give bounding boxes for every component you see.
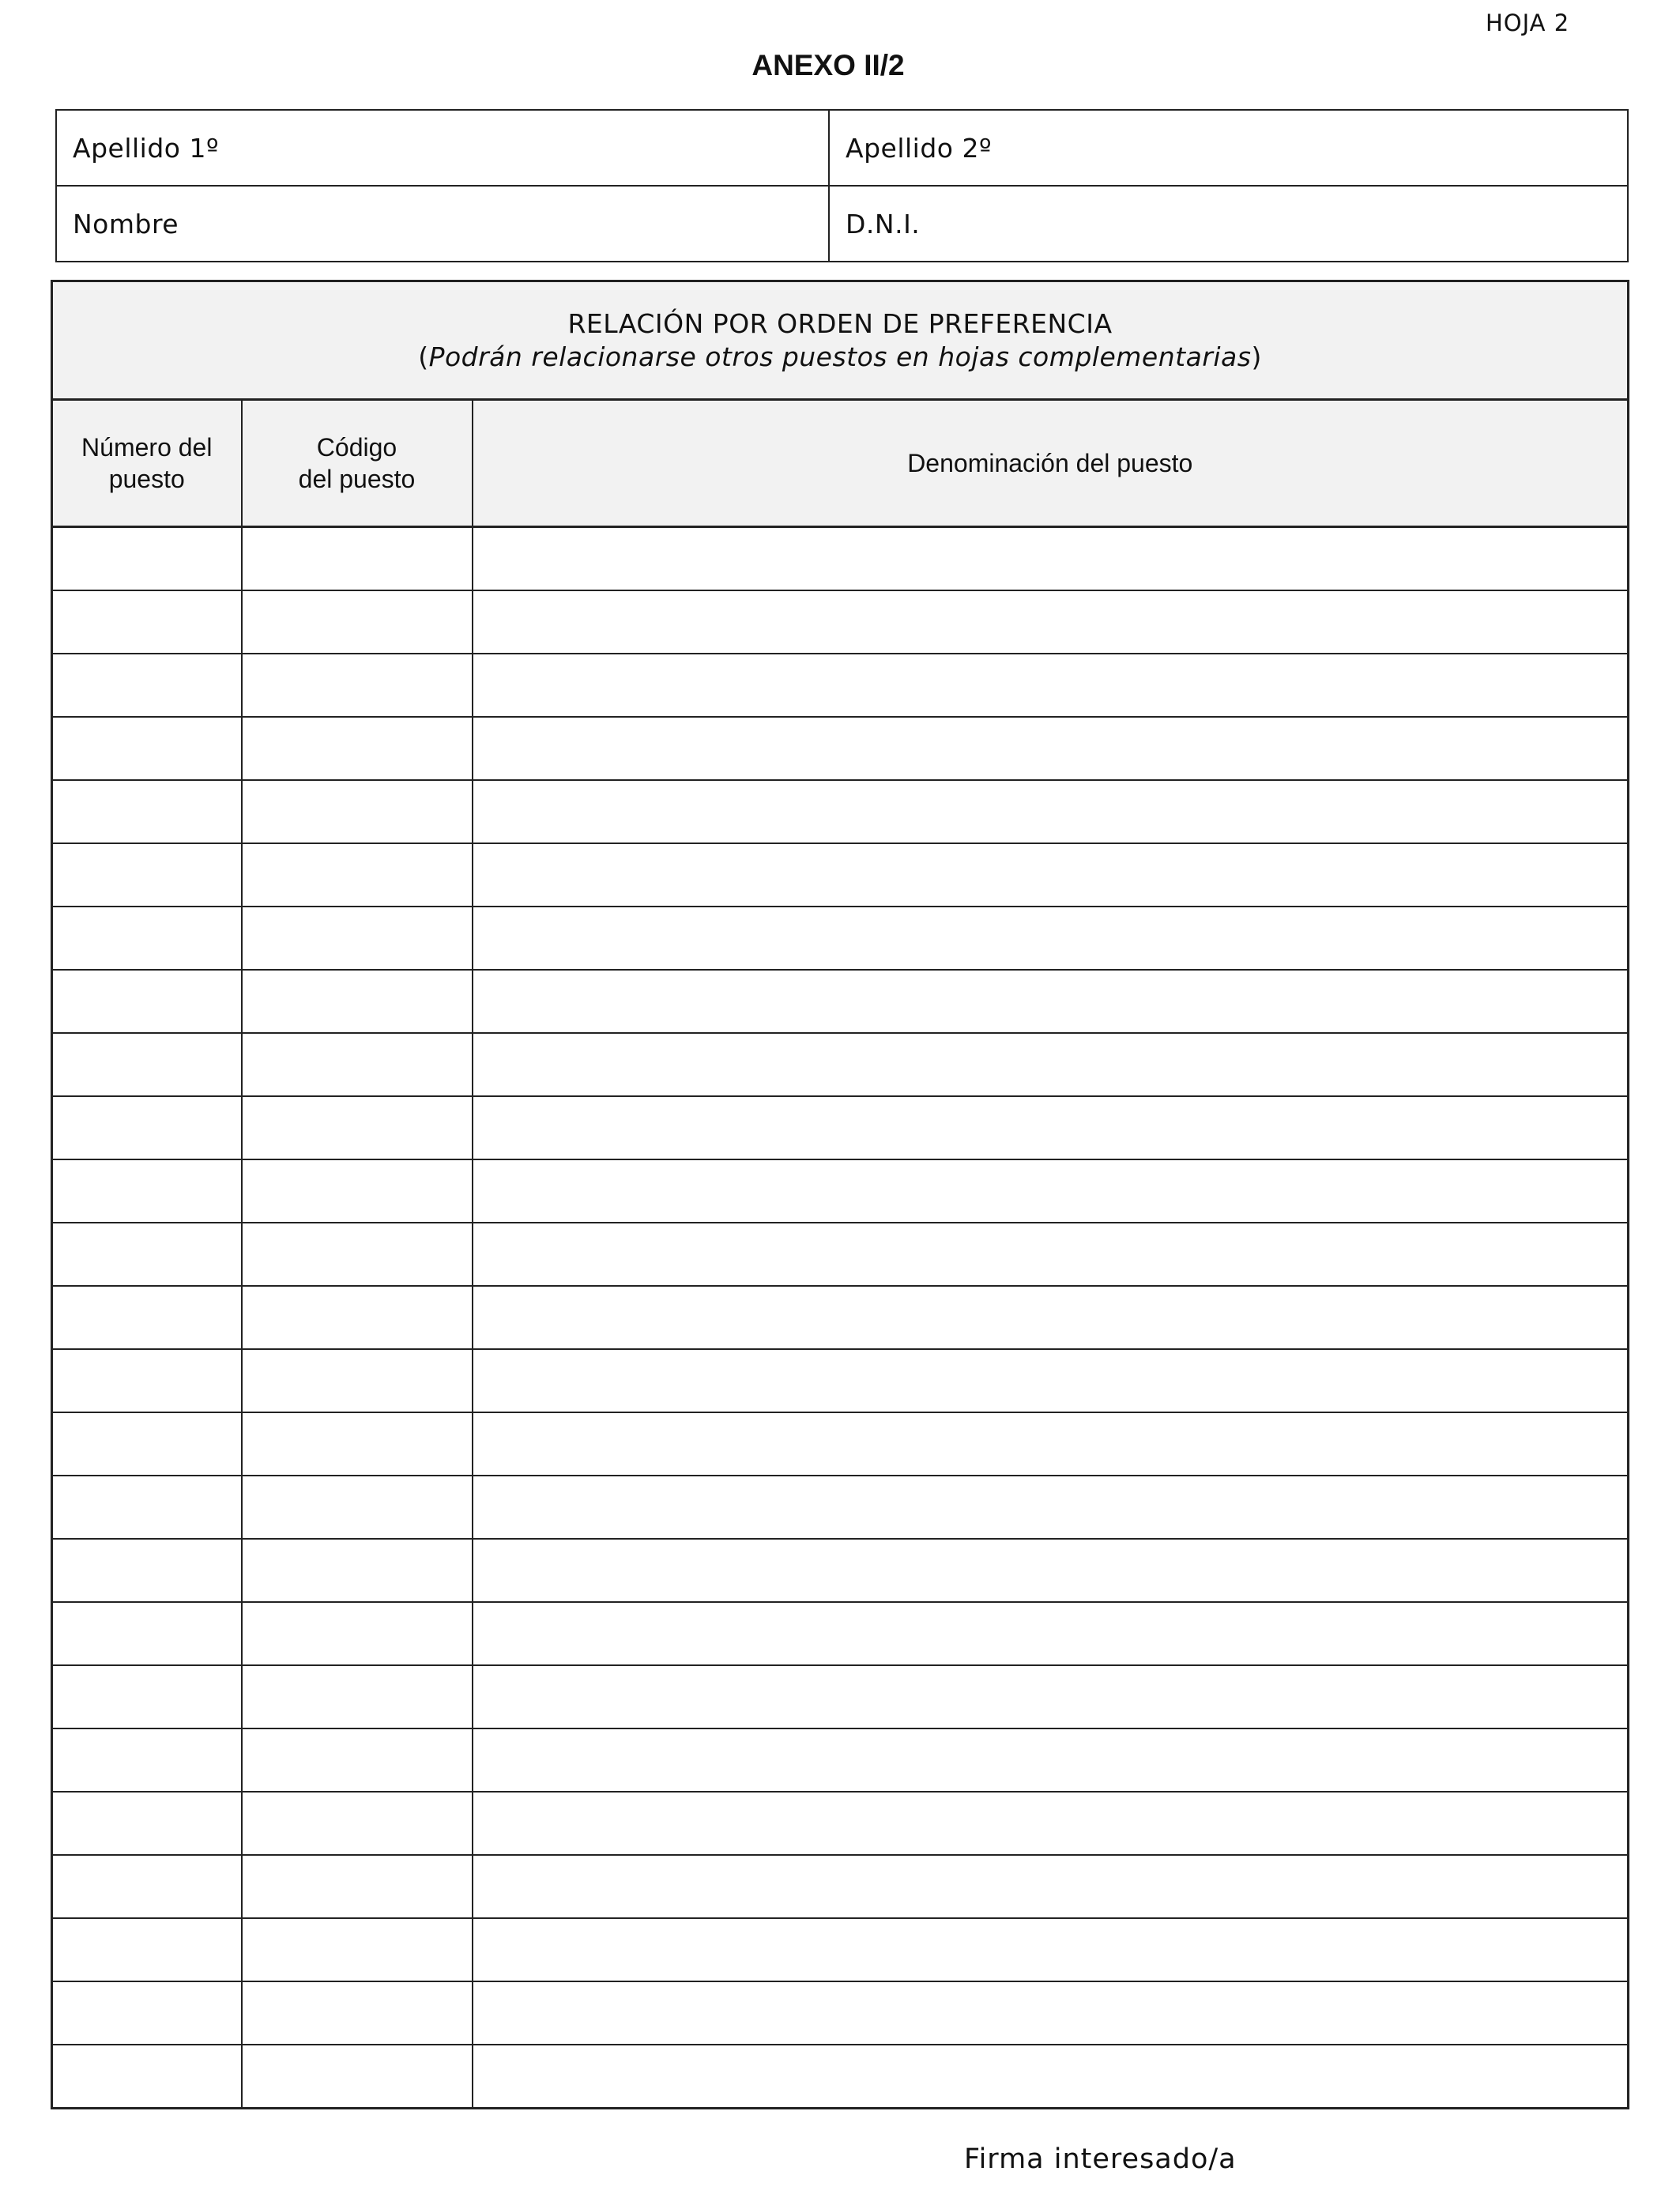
table-row	[52, 1665, 1629, 1728]
table-row	[52, 1792, 1629, 1855]
position-code-cell[interactable]	[242, 1349, 473, 1412]
preference-table	[51, 280, 1629, 2109]
position-number-cell[interactable]	[52, 1602, 242, 1665]
table-row	[52, 1918, 1629, 1981]
table-row	[52, 780, 1629, 843]
position-code-cell[interactable]	[242, 654, 473, 717]
preference-header	[52, 281, 1629, 400]
position-code-cell[interactable]	[242, 1412, 473, 1476]
position-number-cell[interactable]	[52, 1792, 242, 1855]
column-header-code-line2: del puesto	[298, 465, 416, 493]
position-name-cell[interactable]	[473, 1286, 1629, 1349]
position-number-cell[interactable]	[52, 1412, 242, 1476]
table-row	[52, 527, 1629, 591]
position-number-cell[interactable]	[52, 1349, 242, 1412]
position-code-cell[interactable]	[242, 717, 473, 780]
position-code-cell[interactable]	[242, 2045, 473, 2109]
note-close-paren: )	[1251, 341, 1262, 372]
document-title: ANEXO II/2	[751, 49, 905, 81]
position-name-cell[interactable]	[473, 654, 1629, 717]
position-name-cell[interactable]	[473, 1159, 1629, 1223]
position-name-cell[interactable]	[473, 843, 1629, 907]
table-row	[52, 1286, 1629, 1349]
position-name-cell[interactable]	[473, 527, 1629, 591]
position-number-cell[interactable]	[52, 654, 242, 717]
position-code-cell[interactable]	[242, 590, 473, 654]
position-number-cell[interactable]	[52, 1855, 242, 1918]
position-name-cell[interactable]	[473, 1539, 1629, 1602]
table-row	[52, 1033, 1629, 1096]
position-code-cell[interactable]	[242, 1981, 473, 2045]
table-row	[52, 2045, 1629, 2109]
position-number-cell[interactable]	[52, 970, 242, 1033]
note-open-paren: (	[418, 341, 429, 372]
position-code-cell[interactable]	[242, 1792, 473, 1855]
position-name-cell[interactable]	[473, 1602, 1629, 1665]
position-name-cell[interactable]	[473, 590, 1629, 654]
sheet-number: HOJA 2	[1486, 9, 1570, 36]
preference-heading: RELACIÓN POR ORDEN DE PREFERENCIA	[567, 307, 1113, 339]
position-number-cell[interactable]	[52, 907, 242, 970]
position-number-cell[interactable]	[52, 1286, 242, 1349]
position-code-cell[interactable]	[242, 1855, 473, 1918]
position-number-cell[interactable]	[52, 527, 242, 591]
identity-table	[55, 109, 1629, 262]
position-number-cell[interactable]	[52, 1981, 242, 2045]
position-number-cell[interactable]	[52, 1476, 242, 1539]
position-name-cell[interactable]	[473, 1349, 1629, 1412]
position-number-cell[interactable]	[52, 1223, 242, 1286]
position-name-cell[interactable]	[473, 1981, 1629, 2045]
table-rows	[52, 527, 1629, 2109]
column-header-number-line2: puesto	[108, 465, 185, 493]
table-row	[52, 1539, 1629, 1602]
position-name-cell[interactable]	[473, 717, 1629, 780]
table-row	[52, 1476, 1629, 1539]
position-name-cell[interactable]	[473, 1918, 1629, 1981]
position-name-cell[interactable]	[473, 1665, 1629, 1728]
position-code-cell[interactable]	[242, 970, 473, 1033]
column-header-name: Denominación del puesto	[473, 400, 1629, 527]
position-number-cell[interactable]	[52, 1096, 242, 1159]
surname2-field[interactable]: Apellido 2º	[829, 110, 1628, 186]
position-name-cell[interactable]	[473, 1792, 1629, 1855]
position-number-cell[interactable]	[52, 780, 242, 843]
position-code-cell[interactable]	[242, 843, 473, 907]
position-number-cell[interactable]	[52, 843, 242, 907]
table-row	[52, 1412, 1629, 1476]
table-row	[52, 1602, 1629, 1665]
position-code-cell[interactable]	[242, 1286, 473, 1349]
position-name-cell[interactable]	[473, 1855, 1629, 1918]
position-code-cell[interactable]	[242, 1602, 473, 1665]
column-header-number	[52, 400, 242, 527]
position-number-cell[interactable]	[52, 1918, 242, 1981]
column-header-number-line1: Número del	[81, 433, 213, 462]
position-name-cell[interactable]	[473, 1476, 1629, 1539]
surname1-field[interactable]: Apellido 1º	[56, 110, 829, 186]
position-code-cell[interactable]	[242, 527, 473, 591]
table-row	[52, 1223, 1629, 1286]
position-number-cell[interactable]	[52, 1539, 242, 1602]
position-code-cell[interactable]	[242, 1918, 473, 1981]
table-row	[52, 1855, 1629, 1918]
position-name-cell[interactable]	[473, 1412, 1629, 1476]
position-name-cell[interactable]	[473, 780, 1629, 843]
position-code-cell[interactable]	[242, 780, 473, 843]
position-code-cell[interactable]	[242, 907, 473, 970]
table-row	[52, 1728, 1629, 1792]
position-number-cell[interactable]	[52, 1159, 242, 1223]
position-name-cell[interactable]	[473, 1223, 1629, 1286]
name-field[interactable]: Nombre	[56, 186, 829, 262]
position-name-cell[interactable]	[473, 2045, 1629, 2109]
table-row	[52, 970, 1629, 1033]
position-code-cell[interactable]	[242, 1159, 473, 1223]
position-code-cell[interactable]	[242, 1728, 473, 1792]
position-name-cell[interactable]	[473, 970, 1629, 1033]
table-row	[52, 1096, 1629, 1159]
position-name-cell[interactable]	[473, 907, 1629, 970]
position-name-cell[interactable]	[473, 1096, 1629, 1159]
position-number-cell[interactable]	[52, 717, 242, 780]
position-number-cell[interactable]	[52, 2045, 242, 2109]
position-number-cell[interactable]	[52, 1665, 242, 1728]
position-code-cell[interactable]	[242, 1223, 473, 1286]
dni-field[interactable]: D.N.I.	[829, 186, 1628, 262]
signature-label: Firma interesado/a	[964, 2143, 1237, 2175]
table-row	[52, 717, 1629, 780]
table-row	[52, 590, 1629, 654]
table-row	[52, 907, 1629, 970]
position-code-cell[interactable]	[242, 1665, 473, 1728]
position-number-cell[interactable]	[52, 590, 242, 654]
table-row	[52, 1159, 1629, 1223]
column-header-code	[242, 400, 473, 527]
position-code-cell[interactable]	[242, 1096, 473, 1159]
table-row	[52, 1349, 1629, 1412]
table-row	[52, 843, 1629, 907]
position-name-cell[interactable]	[473, 1728, 1629, 1792]
position-number-cell[interactable]	[52, 1033, 242, 1096]
position-code-cell[interactable]	[242, 1476, 473, 1539]
note-text: Podrán relacionarse otros puestos en hojas complementarias	[428, 341, 1252, 372]
position-number-cell[interactable]	[52, 1728, 242, 1792]
table-row	[52, 1981, 1629, 2045]
position-code-cell[interactable]	[242, 1033, 473, 1096]
preference-note	[53, 341, 1627, 374]
table-row	[52, 654, 1629, 717]
position-code-cell[interactable]	[242, 1539, 473, 1602]
position-name-cell[interactable]	[473, 1033, 1629, 1096]
column-header-code-line1: Código	[316, 433, 397, 462]
